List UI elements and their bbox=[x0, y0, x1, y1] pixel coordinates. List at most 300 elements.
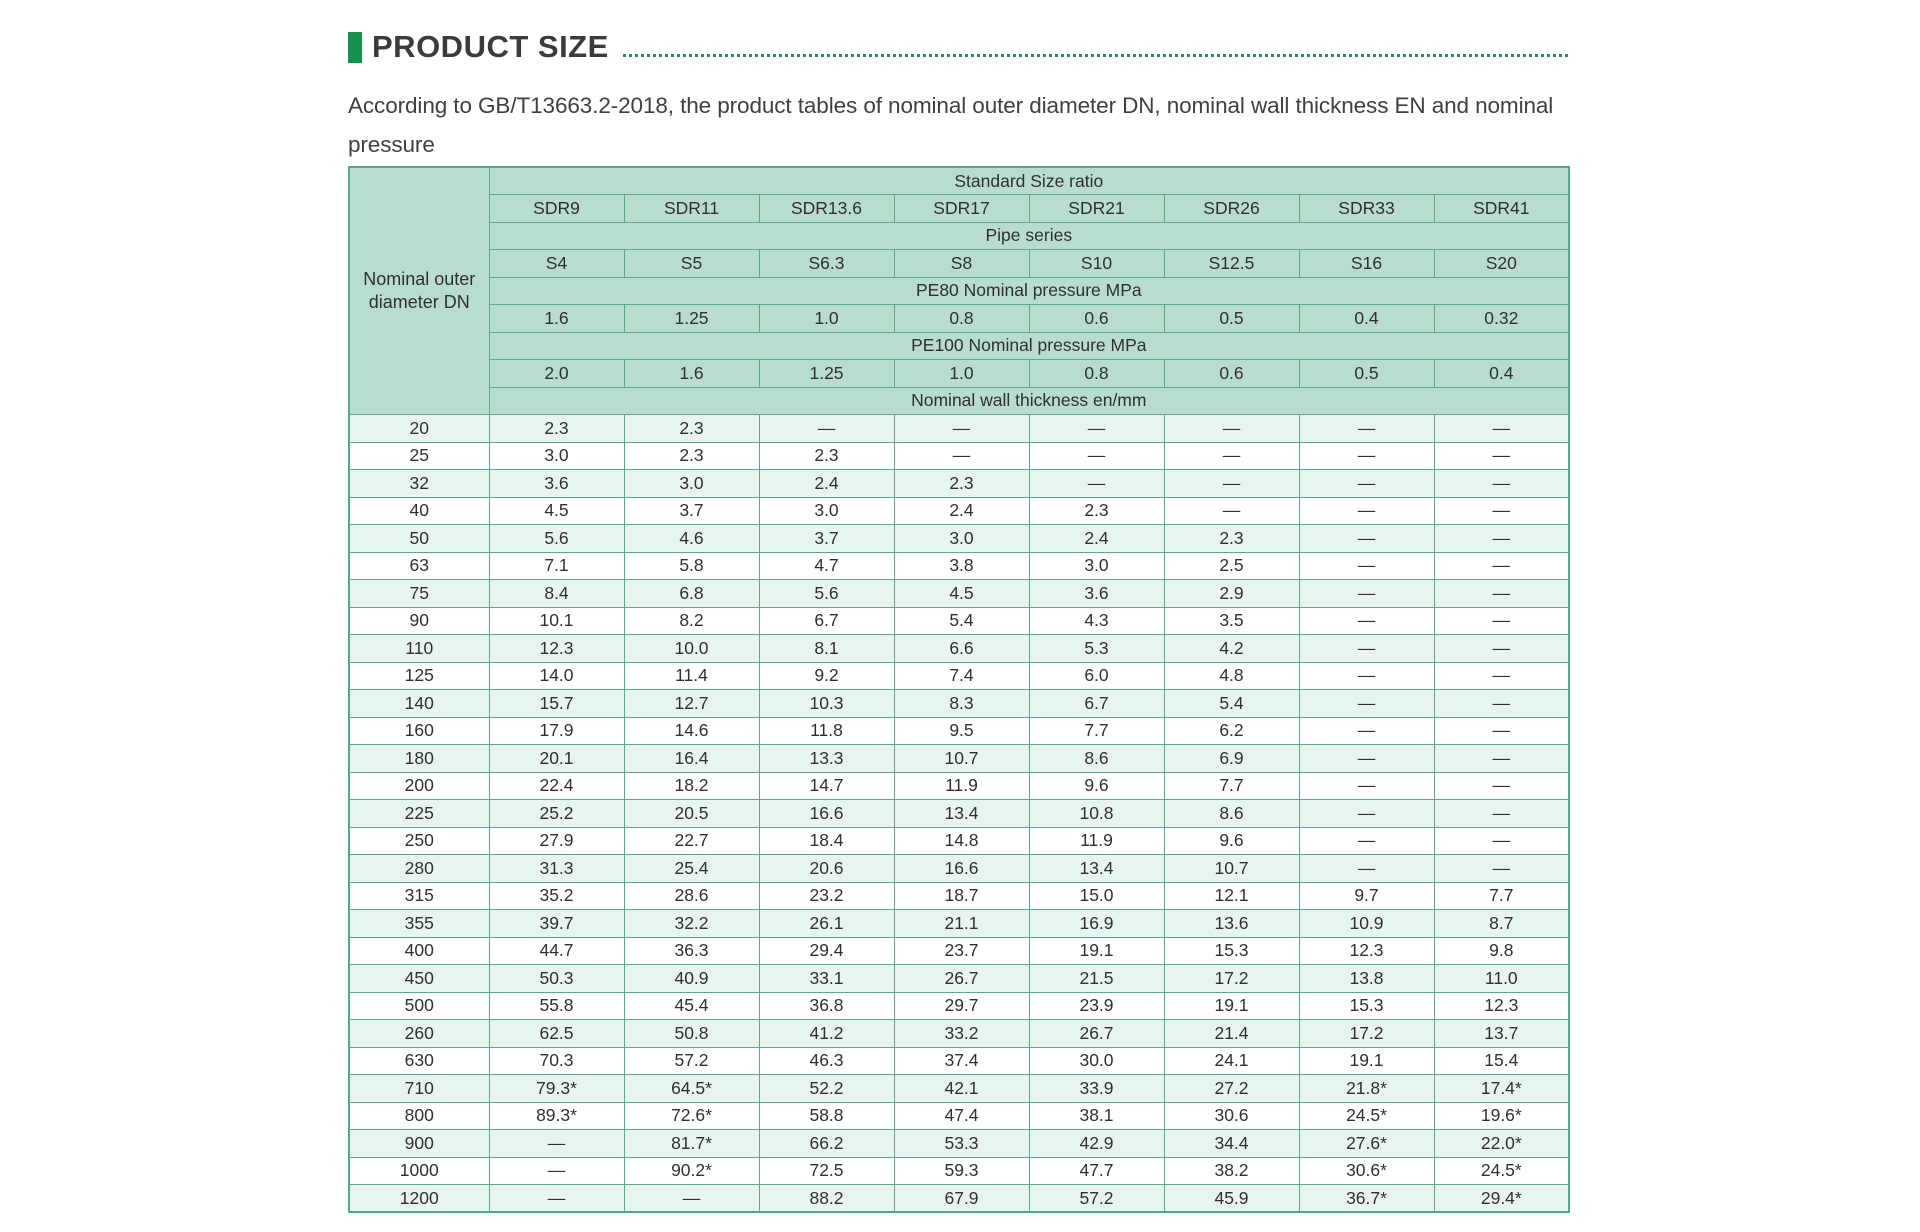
value-cell: 64.5* bbox=[624, 1075, 759, 1103]
table-row bbox=[349, 745, 1569, 773]
value-cell: 38.1 bbox=[1029, 1102, 1164, 1130]
dn-cell: 1200 bbox=[349, 1185, 489, 1213]
s-header-cell: S4 bbox=[489, 250, 624, 278]
table-row bbox=[349, 415, 1569, 443]
pe80-pressure-cell: 0.6 bbox=[1029, 305, 1164, 333]
value-cell: — bbox=[489, 1130, 624, 1158]
value-cell: 20.1 bbox=[489, 745, 624, 773]
value-cell: 33.2 bbox=[894, 1020, 1029, 1048]
value-cell: — bbox=[624, 1185, 759, 1213]
table-row bbox=[349, 580, 1569, 608]
value-cell: 4.2 bbox=[1164, 635, 1299, 663]
value-cell: 50.8 bbox=[624, 1020, 759, 1048]
product-size-table bbox=[348, 166, 1570, 1213]
value-cell: 72.5 bbox=[759, 1157, 894, 1185]
pe100-pressure-cell: 0.4 bbox=[1434, 360, 1569, 388]
value-cell: 2.3 bbox=[624, 415, 759, 443]
value-cell: — bbox=[489, 1185, 624, 1213]
value-cell: 5.4 bbox=[894, 607, 1029, 635]
value-cell: 3.8 bbox=[894, 552, 1029, 580]
value-cell: — bbox=[1299, 415, 1434, 443]
dn-cell: 63 bbox=[349, 552, 489, 580]
value-cell: 25.2 bbox=[489, 800, 624, 828]
value-cell: 16.6 bbox=[759, 800, 894, 828]
value-cell: — bbox=[894, 442, 1029, 470]
value-cell: 5.4 bbox=[1164, 690, 1299, 718]
header-row-pe80-values bbox=[349, 305, 1569, 333]
value-cell: 36.3 bbox=[624, 937, 759, 965]
value-cell: 2.3 bbox=[1164, 525, 1299, 553]
value-cell: 17.4* bbox=[1434, 1075, 1569, 1103]
value-cell: 10.8 bbox=[1029, 800, 1164, 828]
value-cell: 3.0 bbox=[894, 525, 1029, 553]
table-row bbox=[349, 882, 1569, 910]
value-cell: — bbox=[1434, 635, 1569, 663]
value-cell: 37.4 bbox=[894, 1047, 1029, 1075]
dn-cell: 75 bbox=[349, 580, 489, 608]
dn-cell: 900 bbox=[349, 1130, 489, 1158]
value-cell: 16.9 bbox=[1029, 910, 1164, 938]
value-cell: 3.6 bbox=[1029, 580, 1164, 608]
value-cell: 62.5 bbox=[489, 1020, 624, 1048]
value-cell: 40.9 bbox=[624, 965, 759, 993]
s-header-cell: S6.3 bbox=[759, 250, 894, 278]
value-cell: 4.5 bbox=[894, 580, 1029, 608]
table-row bbox=[349, 992, 1569, 1020]
s-header-cell: S5 bbox=[624, 250, 759, 278]
value-cell: 2.5 bbox=[1164, 552, 1299, 580]
value-cell: 11.9 bbox=[894, 772, 1029, 800]
value-cell: 2.3 bbox=[759, 442, 894, 470]
value-cell: 6.2 bbox=[1164, 717, 1299, 745]
value-cell: 19.1 bbox=[1164, 992, 1299, 1020]
table-row bbox=[349, 717, 1569, 745]
value-cell: 26.7 bbox=[1029, 1020, 1164, 1048]
title-bullet-icon bbox=[348, 32, 362, 63]
header-row-standard-size-ratio bbox=[349, 167, 1569, 195]
table-row bbox=[349, 552, 1569, 580]
value-cell: — bbox=[1299, 580, 1434, 608]
pe80-pressure-cell: 1.6 bbox=[489, 305, 624, 333]
dn-cell: 355 bbox=[349, 910, 489, 938]
value-cell: 8.4 bbox=[489, 580, 624, 608]
value-cell: 28.6 bbox=[624, 882, 759, 910]
value-cell: 44.7 bbox=[489, 937, 624, 965]
pe80-pressure-cell: 0.8 bbox=[894, 305, 1029, 333]
value-cell: 19.1 bbox=[1029, 937, 1164, 965]
table-row bbox=[349, 937, 1569, 965]
value-cell: 12.3 bbox=[1299, 937, 1434, 965]
pe80-pressure-cell: 0.32 bbox=[1434, 305, 1569, 333]
value-cell: — bbox=[1299, 525, 1434, 553]
value-cell: 8.6 bbox=[1029, 745, 1164, 773]
value-cell: 9.2 bbox=[759, 662, 894, 690]
value-cell: — bbox=[1164, 415, 1299, 443]
value-cell: 22.4 bbox=[489, 772, 624, 800]
value-cell: — bbox=[1434, 552, 1569, 580]
dn-cell: 32 bbox=[349, 470, 489, 498]
value-cell: 15.4 bbox=[1434, 1047, 1569, 1075]
table-row bbox=[349, 800, 1569, 828]
value-cell: 6.7 bbox=[759, 607, 894, 635]
value-cell: — bbox=[1299, 662, 1434, 690]
table-row bbox=[349, 1130, 1569, 1158]
dn-cell: 1000 bbox=[349, 1157, 489, 1185]
value-cell: 55.8 bbox=[489, 992, 624, 1020]
value-cell: 17.2 bbox=[1164, 965, 1299, 993]
value-cell: 22.7 bbox=[624, 827, 759, 855]
pe100-pressure-cell: 1.0 bbox=[894, 360, 1029, 388]
value-cell: 2.9 bbox=[1164, 580, 1299, 608]
pe100-pressure-cell: 0.5 bbox=[1299, 360, 1434, 388]
value-cell: 12.7 bbox=[624, 690, 759, 718]
value-cell: 29.4* bbox=[1434, 1185, 1569, 1213]
section-header bbox=[348, 26, 1568, 68]
corner-cell: Nominal outer diameter DN bbox=[349, 167, 489, 415]
sdr-header-cell: SDR33 bbox=[1299, 195, 1434, 223]
value-cell: 21.8* bbox=[1299, 1075, 1434, 1103]
value-cell: 72.6* bbox=[624, 1102, 759, 1130]
value-cell: — bbox=[1434, 827, 1569, 855]
band-label-pe100: PE100 Nominal pressure MPa bbox=[489, 332, 1569, 360]
value-cell: 6.0 bbox=[1029, 662, 1164, 690]
sdr-header-cell: SDR26 bbox=[1164, 195, 1299, 223]
value-cell: 30.0 bbox=[1029, 1047, 1164, 1075]
band-label-standard-size-ratio: Standard Size ratio bbox=[489, 167, 1569, 195]
value-cell: 7.4 bbox=[894, 662, 1029, 690]
dn-cell: 800 bbox=[349, 1102, 489, 1130]
value-cell: — bbox=[1299, 827, 1434, 855]
table-row bbox=[349, 470, 1569, 498]
value-cell: 52.2 bbox=[759, 1075, 894, 1103]
value-cell: 3.0 bbox=[759, 497, 894, 525]
value-cell: 5.6 bbox=[759, 580, 894, 608]
value-cell: 12.3 bbox=[489, 635, 624, 663]
value-cell: — bbox=[1434, 415, 1569, 443]
page-title: PRODUCT SIZE bbox=[372, 29, 609, 64]
value-cell: — bbox=[1299, 635, 1434, 663]
value-cell: — bbox=[1434, 855, 1569, 883]
value-cell: 38.2 bbox=[1164, 1157, 1299, 1185]
value-cell: 11.0 bbox=[1434, 965, 1569, 993]
pe80-pressure-cell: 1.25 bbox=[624, 305, 759, 333]
s-header-cell: S10 bbox=[1029, 250, 1164, 278]
value-cell: 90.2* bbox=[624, 1157, 759, 1185]
value-cell: 12.3 bbox=[1434, 992, 1569, 1020]
value-cell: 18.2 bbox=[624, 772, 759, 800]
value-cell: — bbox=[1299, 470, 1434, 498]
value-cell: 33.9 bbox=[1029, 1075, 1164, 1103]
value-cell: 27.6* bbox=[1299, 1130, 1434, 1158]
value-cell: 57.2 bbox=[624, 1047, 759, 1075]
dn-cell: 450 bbox=[349, 965, 489, 993]
header-row-sdr bbox=[349, 195, 1569, 223]
value-cell: — bbox=[1434, 607, 1569, 635]
value-cell: 9.8 bbox=[1434, 937, 1569, 965]
table-row bbox=[349, 635, 1569, 663]
value-cell: 8.6 bbox=[1164, 800, 1299, 828]
s-header-cell: S16 bbox=[1299, 250, 1434, 278]
value-cell: 13.7 bbox=[1434, 1020, 1569, 1048]
value-cell: 10.7 bbox=[1164, 855, 1299, 883]
value-cell: 17.9 bbox=[489, 717, 624, 745]
dn-cell: 500 bbox=[349, 992, 489, 1020]
description-line-1: According to GB/T13663.2-2018, the product tables of nominal outer diameter DN, nominal wall thickness EN and nominal pressure bbox=[348, 93, 1554, 157]
band-label-pipe-series: Pipe series bbox=[489, 222, 1569, 250]
sdr-header-cell: SDR21 bbox=[1029, 195, 1164, 223]
pe80-pressure-cell: 1.0 bbox=[759, 305, 894, 333]
header-row-s bbox=[349, 250, 1569, 278]
value-cell: 4.8 bbox=[1164, 662, 1299, 690]
value-cell: 13.6 bbox=[1164, 910, 1299, 938]
value-cell: 10.0 bbox=[624, 635, 759, 663]
table-row bbox=[349, 607, 1569, 635]
value-cell: — bbox=[1029, 470, 1164, 498]
value-cell: 16.4 bbox=[624, 745, 759, 773]
value-cell: 3.5 bbox=[1164, 607, 1299, 635]
value-cell: 8.3 bbox=[894, 690, 1029, 718]
value-cell: 34.4 bbox=[1164, 1130, 1299, 1158]
value-cell: 2.3 bbox=[624, 442, 759, 470]
dn-cell: 225 bbox=[349, 800, 489, 828]
table-row bbox=[349, 497, 1569, 525]
value-cell: 7.7 bbox=[1434, 882, 1569, 910]
pe100-pressure-cell: 1.25 bbox=[759, 360, 894, 388]
value-cell: 9.6 bbox=[1164, 827, 1299, 855]
dn-cell: 180 bbox=[349, 745, 489, 773]
value-cell: 3.7 bbox=[759, 525, 894, 553]
value-cell: 19.1 bbox=[1299, 1047, 1434, 1075]
table-body bbox=[349, 167, 1569, 1212]
value-cell: — bbox=[1434, 717, 1569, 745]
value-cell: 2.3 bbox=[1029, 497, 1164, 525]
value-cell: 4.6 bbox=[624, 525, 759, 553]
value-cell: 24.1 bbox=[1164, 1047, 1299, 1075]
value-cell: 18.4 bbox=[759, 827, 894, 855]
value-cell: 10.1 bbox=[489, 607, 624, 635]
value-cell: 19.6* bbox=[1434, 1102, 1569, 1130]
value-cell: — bbox=[1299, 442, 1434, 470]
table-row bbox=[349, 1075, 1569, 1103]
value-cell: 21.1 bbox=[894, 910, 1029, 938]
dn-cell: 280 bbox=[349, 855, 489, 883]
dotted-divider bbox=[623, 54, 1568, 57]
dn-cell: 25 bbox=[349, 442, 489, 470]
table-row bbox=[349, 662, 1569, 690]
value-cell: 5.8 bbox=[624, 552, 759, 580]
sdr-header-cell: SDR41 bbox=[1434, 195, 1569, 223]
s-header-cell: S20 bbox=[1434, 250, 1569, 278]
table-row bbox=[349, 772, 1569, 800]
value-cell: 8.2 bbox=[624, 607, 759, 635]
header-row-pe100-label bbox=[349, 332, 1569, 360]
dn-cell: 90 bbox=[349, 607, 489, 635]
value-cell: 14.8 bbox=[894, 827, 1029, 855]
value-cell: 11.9 bbox=[1029, 827, 1164, 855]
s-header-cell: S8 bbox=[894, 250, 1029, 278]
value-cell: 20.6 bbox=[759, 855, 894, 883]
value-cell: 67.9 bbox=[894, 1185, 1029, 1213]
value-cell: — bbox=[1434, 442, 1569, 470]
value-cell: 9.6 bbox=[1029, 772, 1164, 800]
value-cell: 47.4 bbox=[894, 1102, 1029, 1130]
value-cell: 31.3 bbox=[489, 855, 624, 883]
value-cell: 41.2 bbox=[759, 1020, 894, 1048]
value-cell: 11.4 bbox=[624, 662, 759, 690]
value-cell: 4.3 bbox=[1029, 607, 1164, 635]
value-cell: 50.3 bbox=[489, 965, 624, 993]
table-row bbox=[349, 1020, 1569, 1048]
value-cell: 14.7 bbox=[759, 772, 894, 800]
value-cell: 20.5 bbox=[624, 800, 759, 828]
band-label-wall-thickness: Nominal wall thickness en/mm bbox=[489, 387, 1569, 415]
value-cell: — bbox=[1299, 800, 1434, 828]
value-cell: 6.9 bbox=[1164, 745, 1299, 773]
dn-cell: 20 bbox=[349, 415, 489, 443]
value-cell: 9.7 bbox=[1299, 882, 1434, 910]
value-cell: 32.2 bbox=[624, 910, 759, 938]
pe80-pressure-cell: 0.5 bbox=[1164, 305, 1299, 333]
value-cell: 15.7 bbox=[489, 690, 624, 718]
value-cell: 22.0* bbox=[1434, 1130, 1569, 1158]
header-row-pipe-series bbox=[349, 222, 1569, 250]
header-row-wall-thickness bbox=[349, 387, 1569, 415]
value-cell: — bbox=[1434, 497, 1569, 525]
value-cell: 58.8 bbox=[759, 1102, 894, 1130]
table-row bbox=[349, 525, 1569, 553]
value-cell: 18.7 bbox=[894, 882, 1029, 910]
value-cell: 3.0 bbox=[489, 442, 624, 470]
value-cell: 12.1 bbox=[1164, 882, 1299, 910]
value-cell: 14.0 bbox=[489, 662, 624, 690]
value-cell: — bbox=[1299, 745, 1434, 773]
value-cell: 42.9 bbox=[1029, 1130, 1164, 1158]
value-cell: 21.5 bbox=[1029, 965, 1164, 993]
value-cell: 2.3 bbox=[894, 470, 1029, 498]
value-cell: 3.6 bbox=[489, 470, 624, 498]
dn-cell: 40 bbox=[349, 497, 489, 525]
table-row bbox=[349, 1102, 1569, 1130]
table-row bbox=[349, 1157, 1569, 1185]
pe100-pressure-cell: 2.0 bbox=[489, 360, 624, 388]
sdr-header-cell: SDR17 bbox=[894, 195, 1029, 223]
dn-cell: 50 bbox=[349, 525, 489, 553]
pe100-pressure-cell: 1.6 bbox=[624, 360, 759, 388]
value-cell: 15.0 bbox=[1029, 882, 1164, 910]
value-cell: — bbox=[1434, 470, 1569, 498]
value-cell: 23.2 bbox=[759, 882, 894, 910]
value-cell: 17.2 bbox=[1299, 1020, 1434, 1048]
value-cell: 46.3 bbox=[759, 1047, 894, 1075]
value-cell: — bbox=[1299, 772, 1434, 800]
value-cell: 30.6* bbox=[1299, 1157, 1434, 1185]
value-cell: — bbox=[1299, 690, 1434, 718]
value-cell: 39.7 bbox=[489, 910, 624, 938]
value-cell: 45.9 bbox=[1164, 1185, 1299, 1213]
value-cell: 53.3 bbox=[894, 1130, 1029, 1158]
value-cell: 36.7* bbox=[1299, 1185, 1434, 1213]
value-cell: 3.0 bbox=[1029, 552, 1164, 580]
value-cell: 2.3 bbox=[489, 415, 624, 443]
table-row bbox=[349, 855, 1569, 883]
value-cell: 7.1 bbox=[489, 552, 624, 580]
value-cell: 7.7 bbox=[1029, 717, 1164, 745]
value-cell: — bbox=[489, 1157, 624, 1185]
dn-cell: 140 bbox=[349, 690, 489, 718]
sdr-header-cell: SDR11 bbox=[624, 195, 759, 223]
value-cell: 13.4 bbox=[894, 800, 1029, 828]
value-cell: 35.2 bbox=[489, 882, 624, 910]
value-cell: 26.7 bbox=[894, 965, 1029, 993]
s-header-cell: S12.5 bbox=[1164, 250, 1299, 278]
sdr-header-cell: SDR9 bbox=[489, 195, 624, 223]
value-cell: 79.3* bbox=[489, 1075, 624, 1103]
value-cell: 6.6 bbox=[894, 635, 1029, 663]
value-cell: 9.5 bbox=[894, 717, 1029, 745]
value-cell: — bbox=[1164, 470, 1299, 498]
value-cell: — bbox=[1434, 525, 1569, 553]
dn-cell: 200 bbox=[349, 772, 489, 800]
value-cell: — bbox=[894, 415, 1029, 443]
value-cell: 24.5* bbox=[1299, 1102, 1434, 1130]
dn-cell: 400 bbox=[349, 937, 489, 965]
table-row bbox=[349, 827, 1569, 855]
value-cell: 2.4 bbox=[759, 470, 894, 498]
dn-cell: 260 bbox=[349, 1020, 489, 1048]
band-label-pe80: PE80 Nominal pressure MPa bbox=[489, 277, 1569, 305]
value-cell: 26.1 bbox=[759, 910, 894, 938]
value-cell: 36.8 bbox=[759, 992, 894, 1020]
value-cell: 33.1 bbox=[759, 965, 894, 993]
value-cell: — bbox=[1434, 580, 1569, 608]
value-cell: — bbox=[1029, 415, 1164, 443]
pe100-pressure-cell: 0.8 bbox=[1029, 360, 1164, 388]
value-cell: 29.4 bbox=[759, 937, 894, 965]
value-cell: 57.2 bbox=[1029, 1185, 1164, 1213]
value-cell: 23.9 bbox=[1029, 992, 1164, 1020]
value-cell: 70.3 bbox=[489, 1047, 624, 1075]
value-cell: 81.7* bbox=[624, 1130, 759, 1158]
value-cell: 2.4 bbox=[1029, 525, 1164, 553]
value-cell: 21.4 bbox=[1164, 1020, 1299, 1048]
value-cell: 4.5 bbox=[489, 497, 624, 525]
value-cell: 11.8 bbox=[759, 717, 894, 745]
value-cell: — bbox=[1299, 855, 1434, 883]
value-cell: — bbox=[1164, 497, 1299, 525]
dn-cell: 110 bbox=[349, 635, 489, 663]
value-cell: 8.7 bbox=[1434, 910, 1569, 938]
header-row-pe80-label bbox=[349, 277, 1569, 305]
value-cell: — bbox=[1299, 717, 1434, 745]
value-cell: — bbox=[1434, 772, 1569, 800]
dn-cell: 250 bbox=[349, 827, 489, 855]
value-cell: 6.7 bbox=[1029, 690, 1164, 718]
value-cell: 5.6 bbox=[489, 525, 624, 553]
value-cell: 8.1 bbox=[759, 635, 894, 663]
dn-cell: 160 bbox=[349, 717, 489, 745]
value-cell: 89.3* bbox=[489, 1102, 624, 1130]
value-cell: — bbox=[1164, 442, 1299, 470]
value-cell: 29.7 bbox=[894, 992, 1029, 1020]
dn-cell: 710 bbox=[349, 1075, 489, 1103]
value-cell: 23.7 bbox=[894, 937, 1029, 965]
value-cell: 88.2 bbox=[759, 1185, 894, 1213]
value-cell: 15.3 bbox=[1299, 992, 1434, 1020]
value-cell: — bbox=[1434, 745, 1569, 773]
value-cell: 2.4 bbox=[894, 497, 1029, 525]
value-cell: 15.3 bbox=[1164, 937, 1299, 965]
table-row bbox=[349, 965, 1569, 993]
